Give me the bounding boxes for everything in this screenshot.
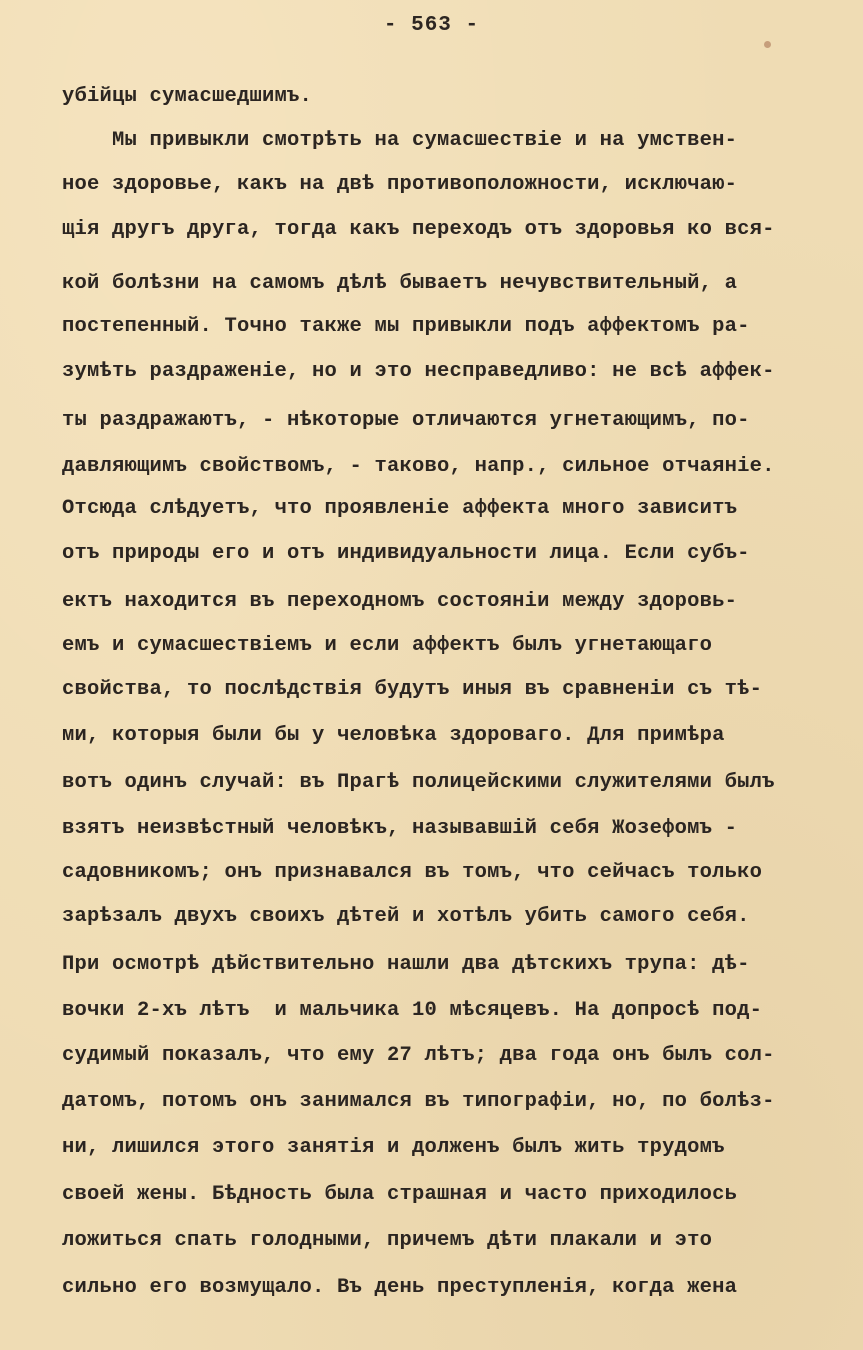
text-line: садовникомъ; онъ признавался въ томъ, что сейчасъ только [62,861,763,884]
text-line: ми, которыя были бы у человѣка здороваго. Для примѣра [62,724,725,747]
text-line: вочки 2-хъ лѣтъ и мальчика 10 мѣсяцевъ. На допросѣ под- [62,999,763,1022]
text-line: взятъ неизвѣстный человѣкъ, называвшій себя Жозефомъ - [62,817,738,840]
text-line: давляющимъ свойствомъ, - таково, напр., сильное отчаяніе. [62,455,775,478]
text-line: щія другъ друга, тогда какъ переходъ отъ здоровья ко вся- [62,218,775,241]
text-line: вотъ одинъ случай: въ Прагѣ полицейскими служителями былъ [62,771,775,794]
text-line: сильно его возмущало. Въ день преступленія, когда жена [62,1276,738,1299]
text-line: ни, лишился этого занятія и долженъ былъ жить трудомъ [62,1136,725,1159]
text-line: своей жены. Бѣдность была страшная и часто приходилось [62,1183,738,1206]
text-line: убійцы сумасшедшимъ. [62,85,313,108]
text-line: Мы привыкли смотрѣть на сумасшествіе и на умствен- [62,129,738,152]
text-line: При осмотрѣ дѣйствительно нашли два дѣтскихъ трупа: дѣ- [62,953,750,976]
text-line: ты раздражаютъ, - нѣкоторые отличаются угнетающимъ, по- [62,409,750,432]
text-line: зарѣзалъ двухъ своихъ дѣтей и хотѣлъ убить самого себя. [62,905,750,928]
text-line: Отсюда слѣдуетъ, что проявленіе аффекта много зависитъ [62,497,738,520]
text-line: судимый показалъ, что ему 27 лѣтъ; два года онъ былъ сол- [62,1044,775,1067]
text-line: ложиться спать голодными, причемъ дѣти плакали и это [62,1229,713,1252]
text-line: датомъ, потомъ онъ занимался въ типографіи, но, по болѣз- [62,1090,775,1113]
text-line: отъ природы его и отъ индивидуальности лица. Если субъ- [62,542,750,565]
text-line: зумѣть раздраженіе, но и это несправедливо: не всѣ аффек- [62,360,775,383]
paper-stain [764,41,771,48]
text-line: кой болѣзни на самомъ дѣлѣ бываетъ нечувствительный, а [62,272,738,295]
page-number: - 563 - [383,14,480,37]
text-line: ное здоровье, какъ на двѣ противоположности, исключаю- [62,173,738,196]
text-line: ектъ находится въ переходномъ состояніи между здоровь- [62,590,738,613]
text-line: постепенный. Точно также мы привыкли подъ аффектомъ ра- [62,315,750,338]
text-line: свойства, то послѣдствія будутъ иныя въ сравненіи съ тѣ- [62,678,763,701]
text-line: емъ и сумасшествіемъ и если аффектъ былъ угнетающаго [62,634,713,657]
